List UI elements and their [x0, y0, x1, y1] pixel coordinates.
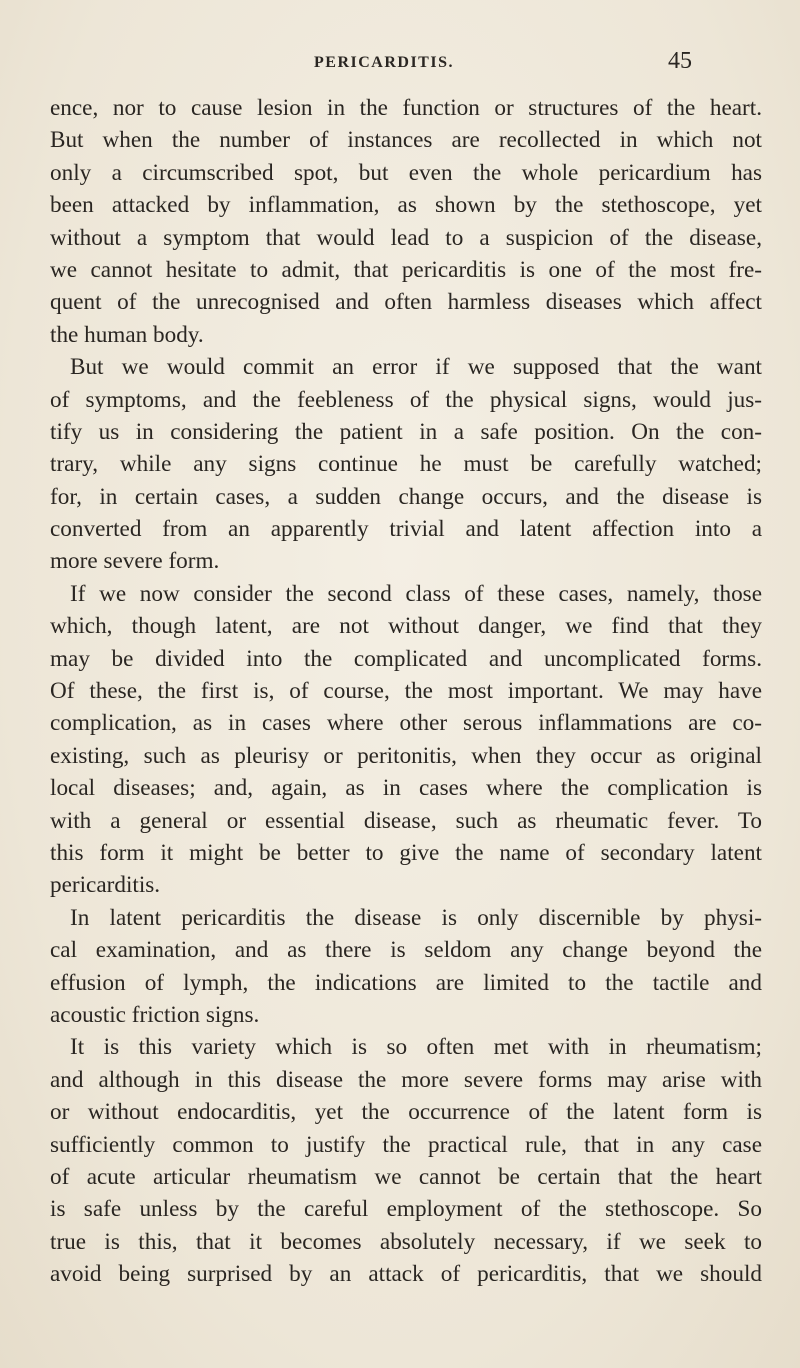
text-line: ence, nor to cause lesion in the function or structures of the heart.	[50, 95, 762, 121]
text-line: sufficiently common to justify the practical rule, that in any case	[50, 1131, 762, 1158]
text-line: local diseases; and, again, as in cases where the complication is	[50, 775, 762, 802]
text-line: tify us in considering the patient in a safe position. On the con-	[50, 418, 762, 445]
text-line: Of these, the first is, of course, the most important. We may have	[50, 678, 762, 705]
text-line: trary, while any signs continue he must be carefully watched;	[50, 451, 762, 478]
body-text	[50, 92, 762, 1290]
text-line: may be divided into the complicated and uncomplicated forms.	[50, 645, 762, 672]
text-line: cal examination, and as there is seldom any change beyond the	[50, 937, 762, 964]
text-line: But we would commit an error if we supposed that the want	[70, 354, 762, 381]
text-line: of symptoms, and the feebleness of the physical signs, would jus-	[50, 386, 762, 413]
text-line: If we now consider the second class of these cases, namely, those	[70, 580, 762, 607]
text-line: avoid being surprised by an attack of pericarditis, that we should	[50, 1261, 762, 1288]
text-line: which, though latent, are not without danger, we find that they	[50, 613, 762, 640]
text-line: of acute articular rheumatism we cannot be certain that the heart	[50, 1163, 762, 1190]
text-line: with a general or essential disease, such as rheumatic fever. To	[50, 807, 762, 834]
text-line: pericarditis.	[50, 872, 161, 899]
text-line: or without endocarditis, yet the occurrence of the latent form is	[50, 1099, 762, 1126]
text-line: for, in certain cases, a sudden change occurs, and the disease is	[50, 483, 762, 510]
text-line: But when the number of instances are recollected in which not	[50, 127, 762, 154]
text-line: existing, such as pleurisy or peritonitis, when they occur as original	[50, 742, 762, 769]
text-line: the human body.	[50, 321, 204, 348]
text-line: is safe unless by the careful employment of the stethoscope. So	[50, 1196, 762, 1223]
text-line: we cannot hesitate to admit, that pericarditis is one of the most fre-	[50, 256, 762, 283]
text-line: It is this variety which is so often met with in rheumatism;	[70, 1034, 762, 1061]
page-number: 45	[668, 48, 692, 74]
text-line: and although in this disease the more severe forms may arise with	[50, 1066, 762, 1093]
text-line: quent of the unrecognised and often harmless diseases which affect	[50, 289, 762, 316]
text-line: more severe form.	[50, 548, 220, 575]
text-line: converted from an apparently trivial and latent affection into a	[50, 516, 762, 543]
text-line: In latent pericarditis the disease is only discernible by physi-	[70, 904, 762, 931]
text-line: been attacked by inflammation, as shown by the stethoscope, yet	[50, 192, 762, 219]
page-header	[0, 48, 800, 82]
text-line: complication, as in cases where other serous inflammations are co-	[50, 710, 762, 737]
text-line: true is this, that it becomes absolutely necessary, if we seek to	[50, 1228, 762, 1255]
text-line: this form it might be better to give the name of secondary latent	[50, 839, 762, 866]
text-line: acoustic friction signs.	[50, 1001, 260, 1028]
text-line: only a circumscribed spot, but even the whole pericardium has	[50, 159, 762, 186]
text-line: effusion of lymph, the indications are limited to the tactile and	[50, 969, 762, 996]
running-head: PERICARDITIS.	[314, 54, 454, 71]
text-line: without a symptom that would lead to a suspicion of the disease,	[50, 224, 762, 251]
